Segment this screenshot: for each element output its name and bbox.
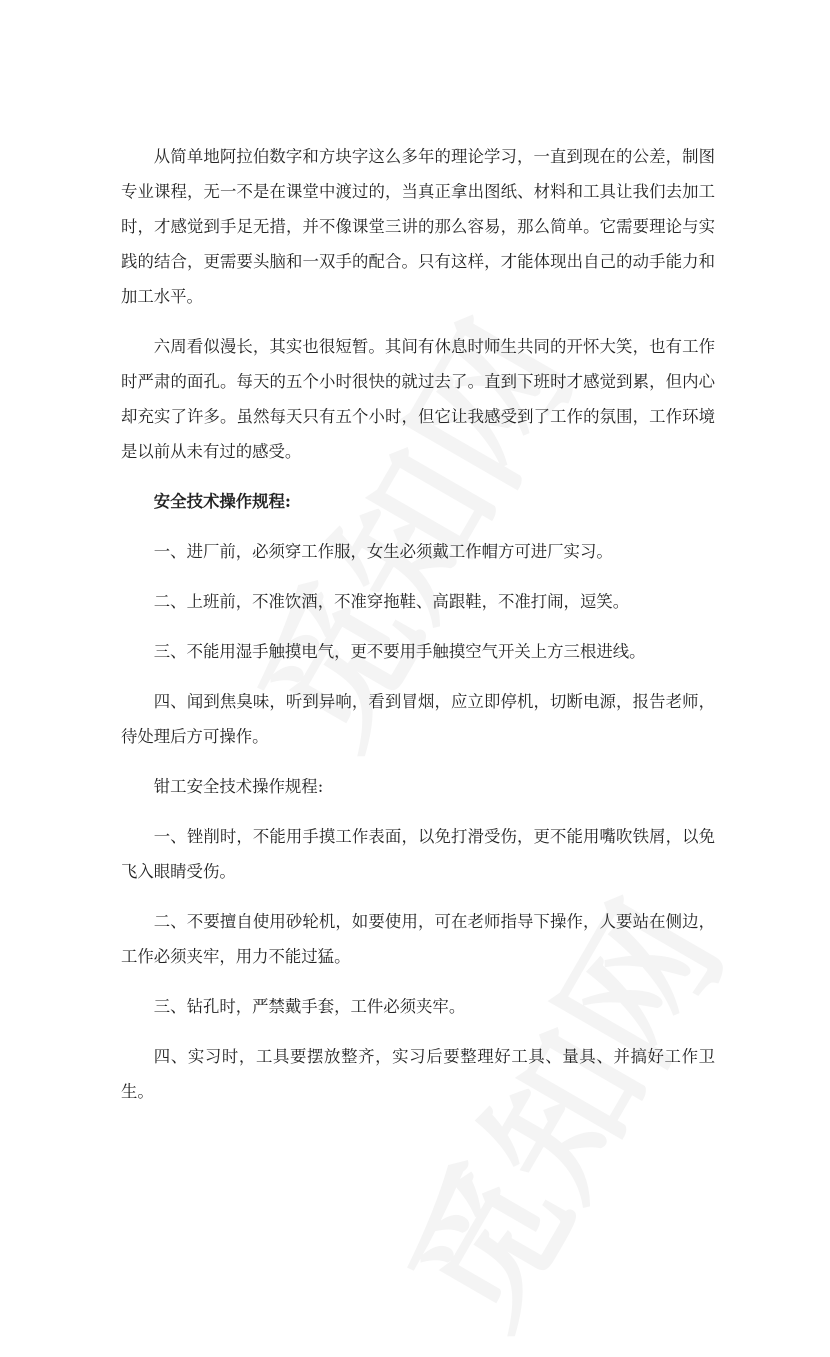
rule-item: 四、闻到焦臭味，听到异响，看到冒烟，应立即停机，切断电源，报告老师，待处理后方可操作。 bbox=[121, 692, 715, 746]
rule-item: 一、进厂前，必须穿工作服，女生必须戴工作帽方可进厂实习。 bbox=[153, 542, 613, 561]
rule-item: 三、不能用湿手触摸电气，更不要用手触摸空气开关上方三根进线。 bbox=[153, 642, 646, 661]
section-heading-safety-rules: 安全技术操作规程: bbox=[153, 492, 291, 511]
rule-item: 四、实习时，工具要摆放整齐，实习后要整理好工具、量具、并搞好工作卫生。 bbox=[121, 1047, 715, 1101]
rule-item: 三、钻孔时，严禁戴手套，工件必须夹牢。 bbox=[153, 997, 466, 1016]
document-page bbox=[121, 139, 715, 1124]
rule-item: 一、锉削时，不能用手摸工作表面，以免打滑受伤，更不能用嘴吹铁屑，以免飞入眼睛受伤。 bbox=[121, 827, 715, 881]
rule-item: 二、上班前，不准饮酒，不准穿拖鞋、高跟鞋，不准打闹，逗笑。 bbox=[153, 592, 630, 611]
body-paragraph: 从简单地阿拉伯数字和方块字这么多年的理论学习，一直到现在的公差，制图专业课程，无一不是在课堂中渡过的，当真正拿出图纸、材料和工具让我们去加工时，才感觉到手足无措，并不像课堂三讲的那么容易，那么简单。它需要理论与实践的结合，更需要头脑和一双手的配合。只有这样，才能体现出自己的动手能力和加工水平。 bbox=[121, 147, 715, 306]
section-heading-fitter-rules: 钳工安全技术操作规程: bbox=[153, 777, 324, 796]
rule-item: 二、不要擅自使用砂轮机，如要使用，可在老师指导下操作，人要站在侧边，工作必须夹牢，用力不能过猛。 bbox=[121, 912, 715, 966]
body-paragraph: 六周看似漫长，其实也很短暂。其间有休息时师生共同的开怀大笑，也有工作时严肃的面孔。每天的五个小时很快的就过去了。直到下班时才感觉到累，但内心却充实了许多。虽然每天只有五个小时，但它让我感受到了工作的氛围，工作环境是以前从未有过的感受。 bbox=[121, 337, 715, 461]
